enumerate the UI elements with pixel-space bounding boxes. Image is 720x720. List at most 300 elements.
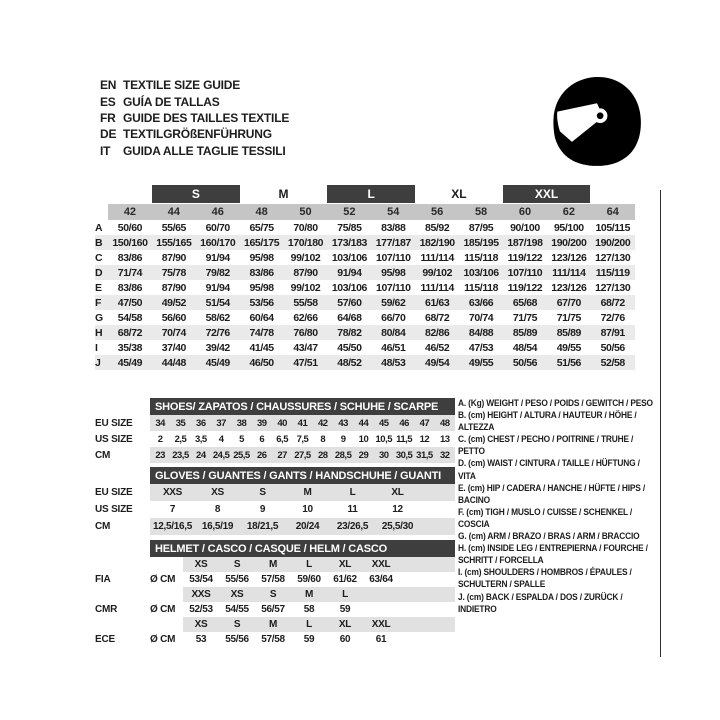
row-values	[108, 267, 635, 279]
glove-size-cell: 16,5/19	[201, 521, 234, 532]
size-value-cell: 65/68	[512, 296, 538, 309]
size-value-cell: 71/74	[117, 266, 143, 279]
row-cells	[150, 484, 455, 501]
row-label: CM	[95, 449, 111, 461]
shoe-size-cell: 31,5	[416, 449, 433, 461]
language-row	[100, 93, 289, 109]
row-cells	[183, 602, 455, 617]
shoe-size-cell: 44	[358, 417, 369, 429]
size-value-cell: 85/89	[556, 326, 581, 339]
helmet-size-cell: 56/57	[261, 604, 285, 615]
size-value-cell: 47/53	[468, 341, 494, 354]
size-table-row	[95, 295, 635, 310]
size-value-cell: 95/100	[553, 221, 584, 234]
size-value-cell: 71/75	[556, 311, 581, 324]
glove-size-cell: XL	[391, 487, 404, 498]
size-value-cell: 45/49	[117, 356, 143, 369]
helmet-size-cell: S	[269, 589, 277, 600]
shoe-size-cell: 12	[419, 433, 430, 445]
legend-item: F. (cm) TIGH / MUSLO / CUISSE / SCHENKEL / COSCIA	[458, 506, 633, 530]
size-value-cell: 59/62	[381, 296, 406, 309]
row-values	[108, 252, 635, 264]
helmet-size-cell: 52/53	[189, 604, 213, 615]
size-group-cell	[95, 185, 152, 203]
numeric-size-header-row	[95, 204, 635, 220]
legend-item: I. (cm) SHOULDERS / HOMBROS / ÉPAULES / SCHULTERN / SPALLE	[458, 567, 632, 591]
size-value-cell: 79/82	[205, 266, 230, 279]
size-table-row	[95, 310, 635, 325]
size-value-cell: 70/80	[293, 221, 318, 234]
row-cells	[183, 572, 455, 587]
size-value-cell: 50/60	[117, 221, 143, 234]
shoe-size-cell: 3,5	[194, 433, 207, 445]
glove-size-cell: M	[303, 487, 312, 498]
gloves-table-title: GLOVES / GUANTES / GANTS / HANDSCHUHE / GUANTI	[155, 469, 441, 482]
size-table-row	[95, 250, 635, 265]
row-cells	[150, 447, 455, 463]
helmet-size-cell: L	[306, 619, 312, 630]
size-value-cell: 49/54	[425, 356, 450, 369]
row-label: EU SIZE	[95, 487, 133, 498]
helmet-size-cell: XS	[194, 619, 208, 630]
size-value-cell: 182/190	[419, 236, 455, 249]
language-code: DE	[100, 127, 117, 142]
row-values	[108, 237, 635, 249]
size-number: 42	[123, 206, 137, 218]
guide-title: GUIDA ALLE TAGLIE TESSILI	[123, 143, 286, 158]
size-value-cell: 111/114	[420, 281, 454, 294]
size-value-cell: 123/126	[551, 251, 587, 264]
helmet-size-cell: 61	[375, 634, 387, 645]
shoe-size-cell: 39	[257, 417, 267, 429]
language-row	[100, 77, 289, 93]
helmet-size-cell: M	[268, 619, 278, 630]
row-label: US SIZE	[95, 433, 133, 445]
row-values	[108, 342, 635, 354]
helmet-table-row	[95, 587, 455, 602]
shoes-table-body	[95, 415, 455, 463]
size-value-cell: 155/165	[156, 236, 192, 249]
shoes-size-table	[95, 398, 455, 463]
size-value-cell: 87/90	[161, 251, 186, 264]
glove-size-cell: 8	[214, 504, 221, 515]
gloves-table-row	[95, 501, 455, 518]
row-cells	[183, 617, 455, 632]
size-value-cell: 49/55	[468, 356, 494, 369]
shoe-size-cell: 37	[216, 417, 226, 429]
size-value-cell: 54/58	[117, 311, 143, 324]
size-value-cell: 95/98	[249, 251, 274, 264]
size-value-cell: 48/52	[337, 356, 362, 369]
shoes-table-row	[95, 431, 455, 447]
measurement-legend	[458, 398, 657, 616]
helmet-size-cell: S	[233, 619, 241, 630]
size-value-cell: 160/170	[200, 236, 236, 249]
helmet-size-cell: XL	[338, 559, 352, 570]
size-value-cell: 49/55	[556, 341, 581, 354]
legend-item: H. (cm) INSIDE LEG / ENTREPIERNA / FOURCHE / SCHRITT / FORCELLA	[458, 543, 648, 567]
size-value-cell: 43/47	[293, 341, 318, 354]
size-value-cell: 46/52	[425, 341, 450, 354]
size-value-cell: 49/52	[161, 296, 186, 309]
gloves-table-body	[95, 484, 455, 535]
size-value-cell: 51/54	[205, 296, 230, 309]
size-value-cell: 170/180	[287, 236, 324, 249]
shoes-table-row	[95, 447, 455, 463]
measurement-letter: C	[95, 251, 103, 264]
size-group-header-row	[95, 185, 635, 203]
size-value-cell: 84/88	[468, 326, 494, 339]
helmet-size-cell: XXS	[191, 589, 211, 600]
helmet-table-row	[95, 572, 455, 587]
shoe-size-cell: 5	[239, 433, 244, 445]
size-table-row	[95, 355, 635, 370]
size-table-row	[95, 280, 635, 295]
row-values	[108, 312, 635, 324]
size-value-cell: 127/130	[595, 251, 631, 264]
measurement-letter: H	[95, 326, 103, 339]
size-value-cell: 71/75	[512, 311, 538, 324]
shoe-size-cell: 30,5	[395, 449, 413, 461]
size-value-cell: 68/72	[117, 326, 143, 339]
size-value-cell: 190/200	[595, 236, 631, 249]
shoe-size-cell: 28	[318, 449, 328, 461]
shoe-size-cell: 2	[157, 433, 163, 445]
size-value-cell: 103/106	[331, 281, 367, 294]
size-value-cell: 115/118	[464, 251, 499, 264]
helmet-size-cell: M	[304, 589, 314, 600]
helmet-size-cell: 53	[195, 634, 207, 645]
helmet-size-cell: 53/54	[189, 574, 213, 585]
size-value-cell: 55/58	[293, 296, 318, 309]
size-number: 50	[299, 206, 312, 218]
size-value-cell: 83/86	[117, 251, 143, 264]
size-value-cell: 76/80	[293, 326, 318, 339]
shoe-size-cell: 24,5	[212, 449, 230, 461]
size-value-cell: 46/50	[249, 356, 274, 369]
size-value-cell: 177/187	[375, 236, 411, 249]
measurement-letter: D	[95, 266, 103, 279]
helmet-size-cell: L	[306, 559, 312, 570]
glove-size-cell: 20/24	[295, 521, 320, 532]
shoe-size-cell: 4	[218, 433, 224, 445]
size-table-row	[95, 340, 635, 355]
shoe-size-cell: 10,5	[375, 433, 393, 445]
helmet-size-cell: M	[268, 559, 278, 570]
size-value-cell: 51/56	[556, 356, 581, 369]
size-value-cell: 83/88	[381, 221, 406, 234]
standard-label: ECE	[95, 634, 115, 645]
shoe-size-cell: 38	[236, 417, 247, 429]
row-values	[108, 357, 635, 369]
language-code: EN	[100, 78, 117, 93]
vertical-divider	[660, 190, 661, 657]
guide-title: GUIDE DES TAILLES TEXTILE	[123, 110, 290, 125]
glove-size-cell: 23/26,5	[336, 521, 369, 532]
size-value-cell: 61/63	[425, 296, 450, 309]
size-value-cell: 37/40	[161, 341, 186, 354]
size-number: 62	[562, 206, 575, 218]
size-value-cell: 91/94	[205, 281, 230, 294]
size-value-cell: 57/60	[337, 296, 362, 309]
helmet-size-cell: 57/58	[261, 574, 285, 585]
size-value-cell: 99/102	[290, 281, 321, 294]
size-number: 52	[343, 206, 356, 218]
size-value-cell: 90/100	[510, 221, 540, 234]
guide-title: TEXTILGRÖßENFÜHRUNG	[123, 127, 272, 142]
shoe-size-cell: 6	[259, 433, 265, 445]
helmet-table-row	[95, 602, 455, 617]
helmet-table-row	[95, 632, 455, 647]
size-value-cell: 41/45	[249, 341, 274, 354]
measurement-letter: I	[95, 341, 98, 354]
helmet-size-cell: 59	[339, 604, 351, 615]
shoe-size-cell: 43	[338, 417, 348, 429]
glove-size-cell: 12	[392, 504, 403, 515]
helmet-size-cell: 58	[303, 604, 315, 615]
size-value-cell: 127/130	[595, 281, 631, 294]
size-number: 60	[518, 206, 532, 218]
shoes-table-row	[95, 415, 455, 431]
size-number: 54	[387, 206, 400, 218]
helmet-size-cell: 55/56	[225, 634, 249, 645]
size-value-cell: 63/66	[468, 296, 494, 309]
size-table-row	[95, 265, 635, 280]
size-value-cell: 99/102	[290, 251, 321, 264]
shoes-table-title: SHOES/ ZAPATOS / CHAUSSURES / SCHUHE / SCARPE	[155, 400, 439, 413]
size-value-cell: 107/110	[376, 281, 411, 294]
legend-item: D. (cm) WAIST / CINTURA / TAILLE / HÜFTUNG / VITA	[458, 458, 640, 482]
shoe-size-cell: 41	[297, 417, 308, 429]
size-value-cell: 91/94	[337, 266, 362, 279]
diameter-cm-label: Ø CM	[150, 574, 176, 585]
shoe-size-cell: 48	[439, 417, 450, 429]
shoe-size-cell: 30	[378, 449, 389, 461]
glove-size-cell: 10	[302, 504, 313, 515]
size-value-cell: 60/70	[205, 221, 230, 234]
size-table-row	[95, 220, 635, 235]
shoe-size-cell: 27	[277, 449, 287, 461]
size-value-cell: 66/70	[381, 311, 406, 324]
size-value-cell: 83/86	[117, 281, 143, 294]
size-value-cell: 103/106	[331, 251, 367, 264]
size-group-label: S	[191, 187, 200, 201]
shoe-size-cell: 2,5	[174, 433, 187, 445]
row-cells	[150, 501, 455, 518]
size-value-cell: 60/64	[249, 311, 274, 324]
shoe-size-cell: 46	[399, 417, 409, 429]
row-cells	[150, 518, 455, 535]
shoe-size-cell: 8	[320, 433, 326, 445]
row-values	[108, 282, 635, 294]
size-value-cell: 47/51	[293, 356, 318, 369]
shoe-size-cell: 23,5	[172, 449, 189, 461]
size-table-body	[95, 220, 635, 370]
glove-size-cell: 7	[169, 504, 176, 515]
size-value-cell: 105/115	[595, 221, 631, 234]
size-group-label: M	[278, 187, 289, 201]
helmet-size-cell: 54/55	[225, 604, 249, 615]
helmet-size-cell: S	[233, 559, 241, 570]
glove-size-cell: 9	[259, 504, 266, 515]
size-value-cell: 165/175	[244, 236, 280, 249]
title-language-block	[100, 77, 289, 159]
row-values	[108, 297, 635, 309]
gloves-table-row	[95, 484, 455, 501]
glove-size-cell: S	[259, 487, 266, 498]
gloves-size-table	[95, 467, 455, 535]
helmet-table-body	[95, 557, 455, 647]
size-number: 56	[431, 206, 444, 218]
row-cells	[183, 587, 455, 602]
size-value-cell: 39/42	[205, 341, 230, 354]
size-value-cell: 95/98	[249, 281, 274, 294]
language-code: IT	[100, 143, 111, 158]
size-value-cell: 78/82	[337, 326, 362, 339]
size-value-cell: 67/70	[556, 296, 581, 309]
shoe-size-cell: 36	[196, 417, 206, 429]
glove-size-cell: XXS	[162, 487, 183, 498]
helmet-table-title: HELMET / CASCO / CASQUE / HELM / CASCO	[155, 542, 387, 555]
shoe-size-cell: 42	[318, 417, 328, 429]
size-value-cell: 95/98	[381, 266, 406, 279]
size-value-cell: 107/110	[376, 251, 411, 264]
size-group-cell	[240, 185, 328, 203]
helmet-size-cell: XXL	[371, 619, 391, 630]
size-group-cell	[327, 185, 415, 203]
helmet-size-cell: 55/56	[225, 574, 249, 585]
helmet-table-row	[95, 617, 455, 632]
size-value-cell: 72/76	[205, 326, 230, 339]
shoe-size-cell: 45	[378, 417, 389, 429]
size-value-cell: 45/50	[337, 341, 362, 354]
row-values	[108, 327, 635, 339]
legend-item: G. (cm) ARM / BRAZO / BRAS / ARM / BRACCIO	[458, 531, 640, 543]
shoe-size-cell: 35	[175, 417, 186, 429]
helmet-size-cell: 63/64	[369, 574, 393, 585]
shoe-size-cell: 28,5	[334, 449, 352, 461]
size-value-cell: 64/68	[337, 311, 362, 324]
row-values	[108, 222, 635, 234]
glove-size-cell: 25,5/30	[381, 521, 414, 532]
helmet-size-cell: 57/58	[261, 634, 285, 645]
gloves-table-header	[150, 467, 455, 484]
size-value-cell: 68/72	[600, 296, 625, 309]
size-value-cell: 111/114	[420, 251, 454, 264]
size-value-cell: 44/48	[161, 356, 186, 369]
size-value-cell: 52/58	[600, 356, 625, 369]
size-value-cell: 119/122	[507, 281, 543, 294]
shoe-size-cell: 11,5	[396, 433, 413, 445]
size-value-cell: 103/106	[463, 266, 499, 279]
size-value-cell: 185/195	[463, 236, 499, 249]
size-number: 44	[167, 206, 180, 218]
row-cells	[183, 557, 455, 572]
size-group-cell	[415, 185, 503, 203]
size-value-cell: 45/49	[205, 356, 230, 369]
legend-item: C. (cm) CHEST / PECHO / POITRINE / TRUHE / PETTO	[458, 434, 634, 458]
row-cells	[150, 415, 455, 431]
row-letter-spacer	[95, 204, 108, 220]
shoe-size-cell: 7,5	[296, 433, 309, 445]
shoe-size-cell: 40	[277, 417, 287, 429]
shoe-size-cell: 13	[439, 433, 450, 445]
shoe-size-cell: 25,5	[233, 449, 250, 461]
helmet-size-cell: L	[342, 589, 348, 600]
size-value-cell: 68/72	[425, 311, 450, 324]
row-cells	[150, 431, 455, 447]
size-value-cell: 70/74	[161, 326, 186, 339]
shoe-size-cell: 34	[155, 417, 165, 429]
shoe-size-cell: 9	[340, 433, 346, 445]
helmet-table-header	[150, 540, 455, 557]
glove-size-cell: 12,5/16,5	[152, 521, 192, 532]
shoe-size-cell: 27,5	[294, 449, 311, 461]
size-value-cell: 119/122	[507, 251, 543, 264]
size-number: 64	[606, 206, 619, 218]
size-value-cell: 83/86	[249, 266, 274, 279]
size-value-cell: 173/183	[331, 236, 367, 249]
standard-label: CMR	[95, 604, 118, 615]
size-value-cell: 115/119	[595, 266, 630, 279]
size-value-cell: 50/56	[512, 356, 538, 369]
helmet-size-cell: 61/62	[333, 574, 357, 585]
legend-item: J. (cm) BACK / ESPALDA / DOS / ZURÜCK / INDIETRO	[458, 591, 623, 615]
legend-item: E. (cm) HIP / CADERA / HANCHE / HÜFTE / HIPS / BACINO	[458, 482, 645, 506]
size-value-cell: 56/60	[161, 311, 186, 324]
glove-size-cell: XS	[211, 487, 224, 498]
size-value-cell: 87/90	[161, 281, 186, 294]
shoes-table-header	[150, 398, 455, 415]
shoe-size-cell: 23	[155, 449, 165, 461]
size-value-cell: 99/102	[422, 266, 453, 279]
shoe-size-cell: 29	[358, 449, 369, 461]
size-value-cell: 82/86	[425, 326, 450, 339]
size-value-cell: 46/51	[381, 341, 406, 354]
size-value-cell: 87/95	[468, 221, 494, 234]
row-label: EU SIZE	[95, 417, 133, 429]
size-value-cell: 55/65	[161, 221, 186, 234]
language-row	[100, 126, 289, 142]
row-label: CM	[95, 521, 111, 532]
language-code: FR	[100, 110, 116, 125]
size-value-cell: 107/110	[507, 266, 543, 279]
size-group-label: L	[367, 187, 375, 201]
size-value-cell: 190/200	[551, 236, 587, 249]
shoe-size-cell: 32	[439, 449, 450, 461]
size-value-cell: 80/84	[381, 326, 406, 339]
row-label: US SIZE	[95, 504, 133, 515]
size-value-cell: 87/90	[293, 266, 318, 279]
size-value-cell: 85/92	[425, 221, 450, 234]
size-number: 58	[474, 206, 488, 218]
size-group-label: XL	[451, 187, 467, 201]
language-row	[100, 143, 289, 159]
size-value-cell: 91/94	[205, 251, 230, 264]
size-value-cell: 62/66	[293, 311, 318, 324]
size-group-cell	[590, 185, 634, 203]
guide-title: GUÍA DE TALLAS	[123, 94, 220, 109]
size-value-cell: 75/78	[161, 266, 186, 279]
size-value-cell: 72/76	[600, 311, 625, 324]
measurement-letter: G	[95, 311, 104, 324]
measurement-letter: J	[95, 356, 101, 369]
size-number: 48	[255, 206, 268, 218]
glove-size-cell: 18/21,5	[246, 521, 279, 532]
size-value-cell: 87/91	[600, 326, 625, 339]
legend-item: B. (cm) HEIGHT / ALTURA / HAUTEUR / HÖHE / ALTEZZA	[458, 410, 637, 434]
helmet-size-cell: XL	[338, 619, 352, 630]
